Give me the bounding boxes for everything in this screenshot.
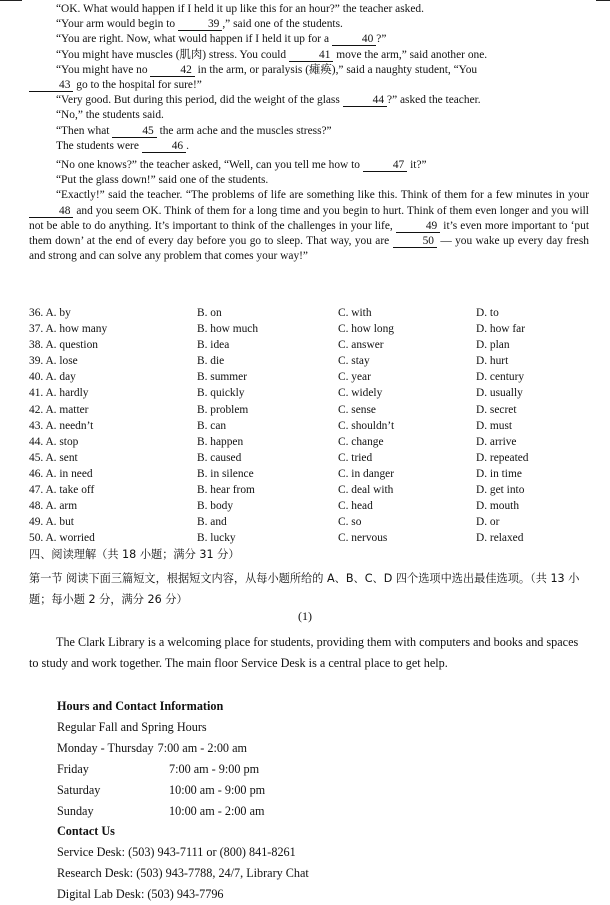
option-a: 46. A. in need <box>29 467 93 480</box>
option-c: C. sense <box>338 403 376 416</box>
passage-text: “Your arm would begin to <box>56 18 176 31</box>
option-row <box>29 337 589 353</box>
option-d: D. to <box>476 307 499 319</box>
hours-list <box>57 738 577 822</box>
top-rule-left <box>0 0 22 1</box>
option-d: D. mouth <box>476 500 520 513</box>
option-b: B. and <box>197 516 227 529</box>
contact-line: Research Desk: (503) 943-7788, 24/7, Library Chat <box>57 866 309 881</box>
blank-44: 44 <box>343 94 387 107</box>
option-d: D. repeated <box>476 451 529 464</box>
contact-line: Service Desk: (503) 943-7111 or (800) 841-8261 <box>57 845 296 860</box>
passage-line <box>29 173 589 188</box>
option-c: C. year <box>338 371 371 384</box>
passage-text: “No one knows?” the teacher asked, “Well, can you tell me how to <box>56 159 360 172</box>
hours-row <box>57 801 577 822</box>
hours-row <box>57 759 577 780</box>
hours-time: 7:00 am - 2:00 am <box>157 740 247 755</box>
passage-text: in the arm, or paralysis (瘫痪),” said a naughty student, “You <box>197 63 478 76</box>
option-c: C. so <box>338 516 362 529</box>
blank-49: 49 <box>396 220 440 233</box>
option-row <box>29 482 589 498</box>
option-c: C. stay <box>338 355 370 368</box>
blank-40: 40 <box>332 33 376 46</box>
option-c: C. answer <box>338 339 384 352</box>
passage-line <box>29 32 589 47</box>
passage-line <box>29 124 589 139</box>
option-a: 37. A. how many <box>29 323 108 336</box>
option-d: D. get into <box>476 484 525 497</box>
reading-intro <box>29 632 589 673</box>
option-a: 48. A. arm <box>29 500 78 513</box>
answer-options <box>29 305 589 546</box>
section-instructions: 第一节 阅读下面三篇短文，根据短文内容，从每小题所给的 A、B、C、D 四个选项中选出最佳选项。（共 13 小题；每小题 2 分，满分 26 分） <box>29 572 580 606</box>
option-b: B. idea <box>197 339 230 352</box>
blank-42: 42 <box>150 64 194 77</box>
passage-text: it?” <box>410 159 427 172</box>
contact-line: Digital Lab Desk: (503) 943-7796 <box>57 887 224 902</box>
option-c: C. in danger <box>338 467 394 480</box>
option-row <box>29 402 589 418</box>
passage-text: go to the hospital for sure!” <box>76 79 202 92</box>
blank-43: 43 <box>29 79 73 92</box>
library-info <box>57 696 577 905</box>
contact-list <box>57 842 577 905</box>
option-a: 36. A. by <box>29 307 71 319</box>
passage-text: “You are right. Now, what would happen if I held it up for a <box>56 33 330 46</box>
option-row <box>29 353 589 369</box>
option-a: 49. A. but <box>29 516 74 529</box>
blank-48: 48 <box>29 205 73 218</box>
option-c: C. deal with <box>338 484 394 497</box>
passage-text: “Exactly!” said the teacher. “The problems of life are something like this. Think of them for a few minutes in your <box>56 189 589 202</box>
hours-heading: Hours and Contact Information <box>57 699 224 713</box>
passage-number: (1) <box>298 609 312 623</box>
option-c: C. nervous <box>338 532 388 545</box>
option-c: C. widely <box>338 387 383 400</box>
option-c: C. with <box>338 307 372 319</box>
option-b: B. quickly <box>197 387 245 400</box>
passage-line <box>29 158 589 173</box>
passage-text: “No,” the students said. <box>56 109 164 122</box>
option-a: 43. A. needn’t <box>29 419 94 432</box>
hours-time: 10:00 am - 2:00 am <box>169 803 265 818</box>
option-row <box>29 434 589 450</box>
option-row <box>29 466 589 482</box>
option-d: D. relaxed <box>476 532 524 545</box>
passage-line <box>29 48 589 63</box>
option-a: 45. A. sent <box>29 451 78 464</box>
option-d: D. or <box>476 516 500 529</box>
contact-heading: Contact Us <box>57 824 115 839</box>
hours-day: Friday <box>57 761 89 776</box>
passage-text: “Put the glass down!” said one of the students. <box>56 174 269 187</box>
option-a: 47. A. take off <box>29 484 95 497</box>
option-d: D. usually <box>476 387 523 400</box>
passage-text: ?” <box>376 33 387 46</box>
passage-text: “You might have muscles (肌肉) stress. You could <box>56 48 287 61</box>
passage-paragraph <box>29 188 589 264</box>
option-a: 42. A. matter <box>29 403 89 416</box>
option-c: C. tried <box>338 451 373 464</box>
option-row <box>29 514 589 530</box>
hours-row <box>57 780 577 801</box>
option-b: B. can <box>197 419 227 432</box>
top-rule-right <box>596 0 610 1</box>
hours-day: Sunday <box>57 803 94 818</box>
passage-text: move the arm,” said another one. <box>336 48 488 61</box>
passage-line <box>29 63 589 93</box>
passage-line <box>29 2 589 17</box>
option-b: B. summer <box>197 371 247 384</box>
blank-50: 50 <box>393 235 437 248</box>
option-row <box>29 418 589 434</box>
passage-text: ?” asked the teacher. <box>387 94 481 107</box>
hours-row <box>57 738 577 759</box>
option-b: B. how much <box>197 323 259 336</box>
option-row <box>29 305 589 321</box>
passage-text: “OK. What would happen if I held it up like this for an hour?” the teacher asked. <box>56 3 424 15</box>
blank-39: 39 <box>178 18 222 31</box>
option-b: B. body <box>197 500 234 513</box>
passage-text: . <box>186 139 189 152</box>
passage-text: ,” said one of the students. <box>222 18 343 31</box>
cloze-passage <box>29 2 589 264</box>
option-row <box>29 498 589 514</box>
passage-text: and you seem OK. Think of them for a long time and you begin to hurt. Think of them even longer and you will not be able to do anything. It’s important to think of the challenges in your life, <box>29 204 589 232</box>
intro-text: The Clark Library is a welcoming place for students, providing them with computers and books and spaces to study and work together. The main floor Service Desk is a central place to get help. <box>29 635 579 670</box>
passage-text: the arm ache and the muscles stress?” <box>159 124 332 137</box>
hours-time: 7:00 am - 9:00 pm <box>169 761 260 776</box>
option-row <box>29 450 589 466</box>
option-a: 39. A. lose <box>29 355 78 368</box>
passage-text: “You might have no <box>56 63 148 76</box>
passage-line <box>29 93 589 108</box>
hours-day: Monday - Thursday <box>57 740 154 755</box>
option-c: C. head <box>338 500 373 513</box>
option-a: 40. A. day <box>29 371 76 384</box>
passage-line <box>29 108 589 123</box>
option-c: C. how long <box>338 323 395 336</box>
option-b: B. caused <box>197 451 242 464</box>
option-d: D. in time <box>476 467 522 480</box>
option-a: 50. A. worried <box>29 532 95 545</box>
passage-text: The students were <box>56 139 139 152</box>
option-d: D. must <box>476 419 513 432</box>
option-d: D. hurt <box>476 355 509 368</box>
blank-46: 46 <box>142 140 186 153</box>
option-d: D. arrive <box>476 435 517 448</box>
hours-time: 10:00 am - 9:00 pm <box>169 782 266 797</box>
option-b: B. die <box>197 355 225 368</box>
option-row <box>29 385 589 401</box>
section-heading: 四、阅读理解（共 18 小题；满分 31 分） <box>29 548 240 561</box>
option-b: B. in silence <box>197 467 254 480</box>
option-a: 44. A. stop <box>29 435 79 448</box>
option-b: B. lucky <box>197 532 236 545</box>
option-row <box>29 321 589 337</box>
option-b: B. hear from <box>197 484 255 497</box>
option-d: D. plan <box>476 339 510 352</box>
option-d: D. how far <box>476 323 526 336</box>
blank-47: 47 <box>363 159 407 172</box>
option-c: C. shouldn’t <box>338 419 395 432</box>
option-d: D. century <box>476 371 525 384</box>
hours-day: Saturday <box>57 782 101 797</box>
option-row <box>29 369 589 385</box>
passage-line <box>29 17 589 32</box>
option-b: B. on <box>197 307 222 319</box>
blank-41: 41 <box>289 49 333 62</box>
option-b: B. happen <box>197 435 244 448</box>
option-b: B. problem <box>197 403 249 416</box>
passage-text: “Then what <box>56 124 110 137</box>
blank-45: 45 <box>112 125 156 138</box>
passage-text: — you wake up every day fresh and strong and can solve any problem that comes your way!” <box>29 235 589 263</box>
passage-text: “Very good. But during this period, did the weight of the glass <box>56 94 340 107</box>
option-a: 41. A. hardly <box>29 387 89 400</box>
option-a: 38. A. question <box>29 339 98 352</box>
option-c: C. change <box>338 435 384 448</box>
hours-subheading: Regular Fall and Spring Hours <box>57 719 207 734</box>
passage-line <box>29 139 589 154</box>
option-d: D. secret <box>476 403 517 416</box>
option-row <box>29 530 589 546</box>
passage-text: it’s even more important to ‘put them down’ at the end of every day before you go to sleep. That way, you are <box>29 219 589 248</box>
